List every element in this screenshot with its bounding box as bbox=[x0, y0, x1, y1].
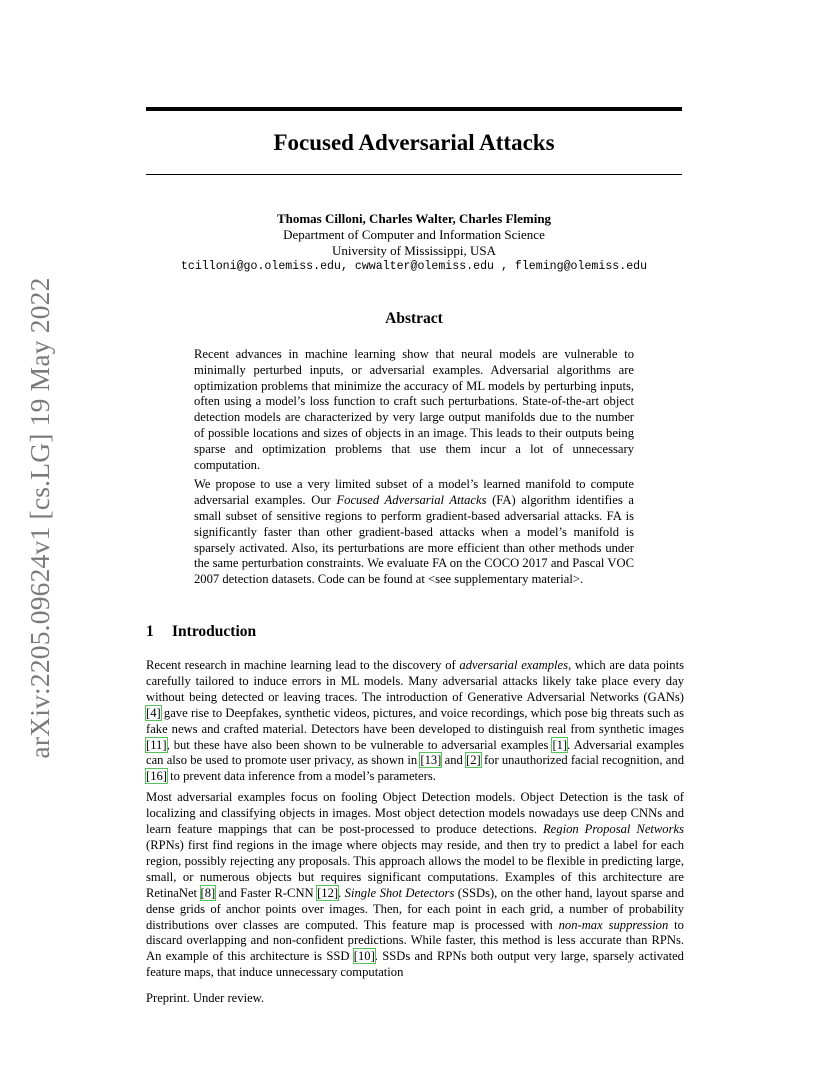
abstract-body bbox=[194, 347, 634, 592]
body-text: , but these have also been shown to be vulnerable to adversarial examples bbox=[166, 737, 553, 752]
arxiv-identifier: arXiv:2205.09624v1 [cs.LG] 19 May 2022 bbox=[24, 277, 55, 759]
citation-link[interactable]: [13] bbox=[420, 753, 442, 768]
author-emails: tcilloni@go.olemiss.edu, cwwalter@olemiss.edu , fleming@olemiss.edu bbox=[180, 260, 648, 273]
author-block bbox=[146, 211, 682, 275]
body-emphasis: non-max suppression bbox=[558, 917, 669, 932]
citation-link[interactable]: [16] bbox=[146, 769, 167, 784]
author-department: Department of Computer and Information Science bbox=[283, 227, 545, 242]
title-top-rule bbox=[146, 107, 682, 111]
citation-link[interactable]: [11] bbox=[146, 737, 167, 752]
body-text: (SSDs), on the other hand, layout sparse and dense grids of anchor points over images. Then, for each point in each grid, a number of probability distributions over classes are computed. This feature map is processed with bbox=[146, 885, 684, 932]
page-footer: Preprint. Under review. bbox=[146, 991, 265, 1005]
citation-link[interactable]: [4] bbox=[146, 705, 161, 720]
citation-link[interactable]: [1] bbox=[552, 737, 568, 752]
title-bottom-rule bbox=[146, 174, 682, 175]
body-text: and bbox=[441, 753, 467, 768]
citation-link[interactable]: [10] bbox=[353, 949, 375, 964]
citation-link[interactable]: [2] bbox=[466, 753, 481, 768]
body-text: to discard overlapping and non-confident predictions. While faster, this method is less accurate than RPNs. An example of this architecture is SSD bbox=[146, 917, 684, 964]
citation-link[interactable]: [8] bbox=[200, 885, 216, 900]
body-text: . Adversarial examples can also be used to promote user privacy, as shown in bbox=[146, 737, 684, 768]
body-text: , which are data points carefully tailored to induce errors in ML models. Many adversarial attacks likely take place every day without being detected or leaving traces. The introduction of Generative Adversarial Networks (GANs) bbox=[146, 658, 684, 704]
body-text: for unauthorized facial recognition, and bbox=[480, 753, 684, 768]
abstract-paragraph-1: Recent advances in machine learning show that neural models are vulnerable to minimally perturbed inputs, or adversarial examples. Adversarial algorithms are optimization problems that minimize the accuracy of ML models by perturbing inputs, often using a model’s loss function to craft such perturbations. State-of-the-art object detection models are characterized by very large output manifolds due to the number of possible locations and sizes of objects in an image. This leads to their outputs being sparse and optimization problems that use them incur a lot of unnecessary computation. bbox=[194, 347, 634, 472]
introduction-body bbox=[146, 658, 684, 986]
arxiv-sidebar bbox=[20, 278, 60, 758]
section-title: Introduction bbox=[172, 623, 257, 640]
body-text: gave rise to Deepfakes, synthetic videos, pictures, and voice recordings, which pose big threats such as fake news and crafted material. Detectors have been developed to distinguish real from synthetic images bbox=[146, 705, 684, 736]
body-text: and Faster R-CNN bbox=[215, 885, 318, 900]
paper-title: Focused Adversarial Attacks bbox=[273, 130, 555, 155]
body-text: . SSDs and RPNs both output very large, sparsely activated feature maps, that induce unnecessary computation bbox=[146, 949, 684, 980]
author-university: University of Mississippi, USA bbox=[332, 243, 496, 258]
body-emphasis: Single Shot Detectors bbox=[344, 885, 455, 900]
section-number: 1 bbox=[146, 623, 154, 640]
body-text: to prevent data inference from a model’s parameters. bbox=[166, 769, 436, 784]
intro-paragraph-1 bbox=[146, 658, 684, 785]
body-text: Recent research in machine learning lead to the discovery of bbox=[146, 658, 460, 672]
abstract-paragraph-2 bbox=[194, 477, 634, 588]
abstract-emphasis: Focused Adversarial Attacks bbox=[336, 493, 487, 508]
author-names: Thomas Cilloni, Charles Walter, Charles Fleming bbox=[276, 211, 552, 226]
intro-paragraph-2 bbox=[146, 790, 684, 981]
body-text: . bbox=[338, 885, 345, 900]
abstract-heading: Abstract bbox=[385, 310, 443, 327]
abstract-text: We propose to use a very limited subset of a model’s learned manifold to compute adversarial examples. Our bbox=[194, 477, 634, 508]
abstract-text: (FA) algorithm identifies a small subset of sensitive regions to perform gradient-based adversarial attacks. FA is significantly faster than other gradient-based attacks when a model’s manifold is sparsely activated. Also, its perturbations are more efficient than other methods under the same perturbation constraints. We evaluate FA on the COCO 2017 and Pascal VOC 2007 detection datasets. Code can be found at <see supplementary material>. bbox=[194, 493, 634, 587]
section-heading-introduction bbox=[146, 623, 256, 641]
body-text: Most adversarial examples focus on fooling Object Detection models. Object Detection is the task of localizing and classifying objects in images. Most object detection models nowadays use deep CNNs and learn feature mappings that can be post-processed to produce detections. bbox=[146, 790, 684, 837]
body-emphasis: adversarial examples bbox=[459, 658, 569, 672]
citation-link[interactable]: [12] bbox=[317, 885, 339, 900]
body-text: (RPNs) first find regions in the image where objects may reside, and then try to predict a label for each region, possibly rejecting any proposals. This approach allows the model to be flexible in predicting large, small, or numerous objects but requires significant computations. Examples of this architecture are RetinaNet bbox=[146, 837, 684, 900]
body-emphasis: Region Proposal Networks bbox=[542, 822, 684, 837]
